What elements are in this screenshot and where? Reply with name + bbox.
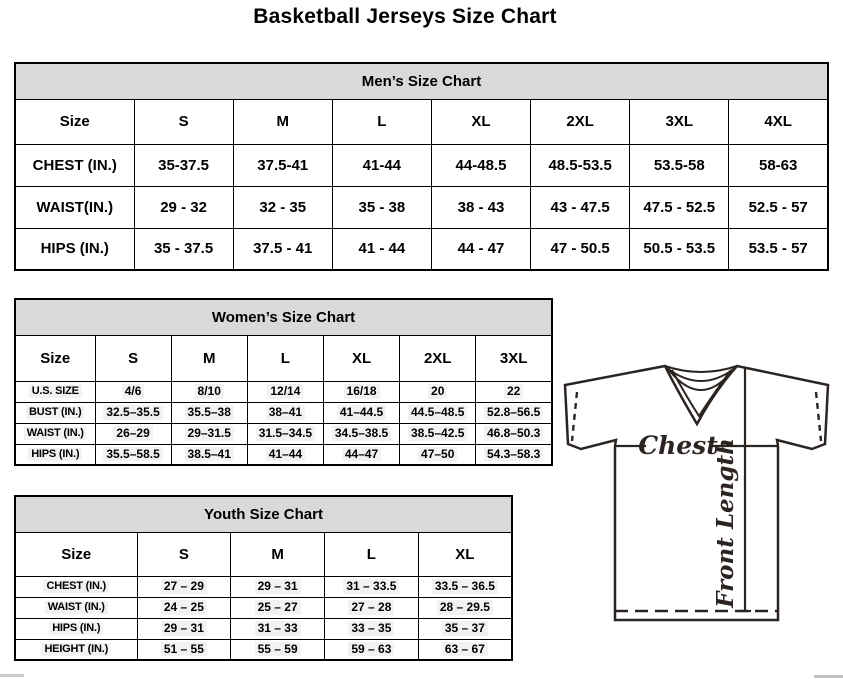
column-header: S bbox=[95, 335, 171, 381]
table-row bbox=[15, 144, 828, 186]
size-cell: 52.5 - 57 bbox=[729, 186, 828, 228]
column-header: 2XL bbox=[531, 99, 630, 144]
chest-label: Chest bbox=[638, 431, 718, 460]
row-label: CHEST (IN.) bbox=[15, 576, 137, 597]
scrollbar-fragment-left[interactable] bbox=[0, 674, 24, 677]
size-cell: 44-48.5 bbox=[431, 144, 530, 186]
column-header: 4XL bbox=[729, 99, 828, 144]
size-cell: 22 bbox=[476, 381, 552, 402]
size-cell: 27 – 28 bbox=[325, 597, 419, 618]
column-header: 3XL bbox=[630, 99, 729, 144]
size-cell: 25 – 27 bbox=[231, 597, 325, 618]
column-header: XL bbox=[418, 532, 512, 576]
size-cell: 41-44 bbox=[332, 144, 431, 186]
right-cuff-dashed-line bbox=[816, 392, 821, 441]
size-cell: 29 – 31 bbox=[231, 576, 325, 597]
size-cell: 63 – 67 bbox=[418, 639, 512, 660]
column-header: 2XL bbox=[400, 335, 476, 381]
size-cell: 54.3–58.3 bbox=[476, 444, 552, 465]
size-cell: 12/14 bbox=[247, 381, 323, 402]
size-cell: 44 - 47 bbox=[431, 228, 530, 270]
scrollbar-fragment-right[interactable] bbox=[814, 675, 843, 678]
size-cell: 44.5–48.5 bbox=[400, 402, 476, 423]
size-cell: 37.5 - 41 bbox=[233, 228, 332, 270]
column-header: L bbox=[332, 99, 431, 144]
size-cell: 48.5-53.5 bbox=[531, 144, 630, 186]
table-row bbox=[15, 228, 828, 270]
size-cell: 52.8–56.5 bbox=[476, 402, 552, 423]
table-row bbox=[15, 597, 512, 618]
column-header: L bbox=[247, 335, 323, 381]
size-cell: 34.5–38.5 bbox=[323, 423, 399, 444]
table-title: Youth Size Chart bbox=[15, 496, 512, 532]
table-row bbox=[15, 639, 512, 660]
column-header: XL bbox=[431, 99, 530, 144]
column-header: M bbox=[171, 335, 247, 381]
size-cell: 50.5 - 53.5 bbox=[630, 228, 729, 270]
size-cell: 35-37.5 bbox=[134, 144, 233, 186]
page-title: Basketball Jerseys Size Chart bbox=[253, 5, 557, 28]
row-label: BUST (IN.) bbox=[15, 402, 95, 423]
size-cell: 53.5-58 bbox=[630, 144, 729, 186]
youth-size-table bbox=[14, 495, 513, 661]
row-label: HEIGHT (IN.) bbox=[15, 639, 137, 660]
size-cell: 31.5–34.5 bbox=[247, 423, 323, 444]
size-cell: 29 - 32 bbox=[134, 186, 233, 228]
row-label: WAIST (IN.) bbox=[15, 423, 95, 444]
size-cell: 31 – 33 bbox=[231, 618, 325, 639]
size-cell: 27 – 29 bbox=[137, 576, 231, 597]
size-cell: 35 – 37 bbox=[418, 618, 512, 639]
jersey-outline bbox=[565, 366, 828, 620]
size-cell: 37.5-41 bbox=[233, 144, 332, 186]
table-row bbox=[15, 576, 512, 597]
column-header: M bbox=[233, 99, 332, 144]
size-cell: 47–50 bbox=[400, 444, 476, 465]
size-cell: 38–41 bbox=[247, 402, 323, 423]
size-cell: 35.5–58.5 bbox=[95, 444, 171, 465]
table-row bbox=[15, 423, 552, 444]
size-cell: 38.5–41 bbox=[171, 444, 247, 465]
size-cell: 32 - 35 bbox=[233, 186, 332, 228]
table-title: Men’s Size Chart bbox=[15, 63, 828, 99]
front-length-line bbox=[739, 368, 751, 611]
size-cell: 32.5–35.5 bbox=[95, 402, 171, 423]
column-header: L bbox=[325, 532, 419, 576]
table-row bbox=[15, 381, 552, 402]
row-label: HIPS (IN.) bbox=[15, 618, 137, 639]
column-header: 3XL bbox=[476, 335, 552, 381]
row-label: WAIST (IN.) bbox=[15, 597, 137, 618]
row-label: U.S. SIZE bbox=[15, 381, 95, 402]
row-label: CHEST (IN.) bbox=[15, 144, 134, 186]
row-label: WAIST(IN.) bbox=[15, 186, 134, 228]
size-cell: 8/10 bbox=[171, 381, 247, 402]
column-header: M bbox=[231, 532, 325, 576]
column-header: Size bbox=[15, 335, 95, 381]
size-cell: 44–47 bbox=[323, 444, 399, 465]
table-row bbox=[15, 186, 828, 228]
size-cell: 20 bbox=[400, 381, 476, 402]
size-cell: 41–44 bbox=[247, 444, 323, 465]
table-row bbox=[15, 618, 512, 639]
size-cell: 4/6 bbox=[95, 381, 171, 402]
womens-size-table bbox=[14, 298, 553, 466]
size-cell: 53.5 - 57 bbox=[729, 228, 828, 270]
size-cell: 46.8–50.3 bbox=[476, 423, 552, 444]
left-cuff-dashed-line bbox=[572, 392, 577, 441]
column-header: S bbox=[134, 99, 233, 144]
column-header: XL bbox=[323, 335, 399, 381]
size-cell: 47 - 50.5 bbox=[531, 228, 630, 270]
jersey-measurement-diagram bbox=[556, 358, 838, 632]
size-cell: 33 – 35 bbox=[325, 618, 419, 639]
size-cell: 28 – 29.5 bbox=[418, 597, 512, 618]
size-cell: 29 – 31 bbox=[137, 618, 231, 639]
size-cell: 29–31.5 bbox=[171, 423, 247, 444]
size-cell: 55 – 59 bbox=[231, 639, 325, 660]
column-header: Size bbox=[15, 99, 134, 144]
size-cell: 47.5 - 52.5 bbox=[630, 186, 729, 228]
table-title: Women’s Size Chart bbox=[15, 299, 552, 335]
size-cell: 38 - 43 bbox=[431, 186, 530, 228]
size-cell: 58-63 bbox=[729, 144, 828, 186]
size-cell: 33.5 – 36.5 bbox=[418, 576, 512, 597]
size-cell: 41 - 44 bbox=[332, 228, 431, 270]
collar-back-line bbox=[665, 366, 737, 372]
size-cell: 43 - 47.5 bbox=[531, 186, 630, 228]
size-cell: 35.5–38 bbox=[171, 402, 247, 423]
size-cell: 41–44.5 bbox=[323, 402, 399, 423]
size-cell: 26–29 bbox=[95, 423, 171, 444]
size-cell: 31 – 33.5 bbox=[325, 576, 419, 597]
row-label: HIPS (IN.) bbox=[15, 444, 95, 465]
size-cell: 24 – 25 bbox=[137, 597, 231, 618]
size-cell: 35 - 38 bbox=[332, 186, 431, 228]
mens-size-table bbox=[14, 62, 829, 271]
size-cell: 35 - 37.5 bbox=[134, 228, 233, 270]
front-length-label: Front Length bbox=[712, 438, 739, 608]
size-cell: 59 – 63 bbox=[325, 639, 419, 660]
size-cell: 51 – 55 bbox=[137, 639, 231, 660]
column-header: Size bbox=[15, 532, 137, 576]
table-row bbox=[15, 402, 552, 423]
size-cell: 38.5–42.5 bbox=[400, 423, 476, 444]
table-row bbox=[15, 444, 552, 465]
row-label: HIPS (IN.) bbox=[15, 228, 134, 270]
column-header: S bbox=[137, 532, 231, 576]
size-cell: 16/18 bbox=[323, 381, 399, 402]
